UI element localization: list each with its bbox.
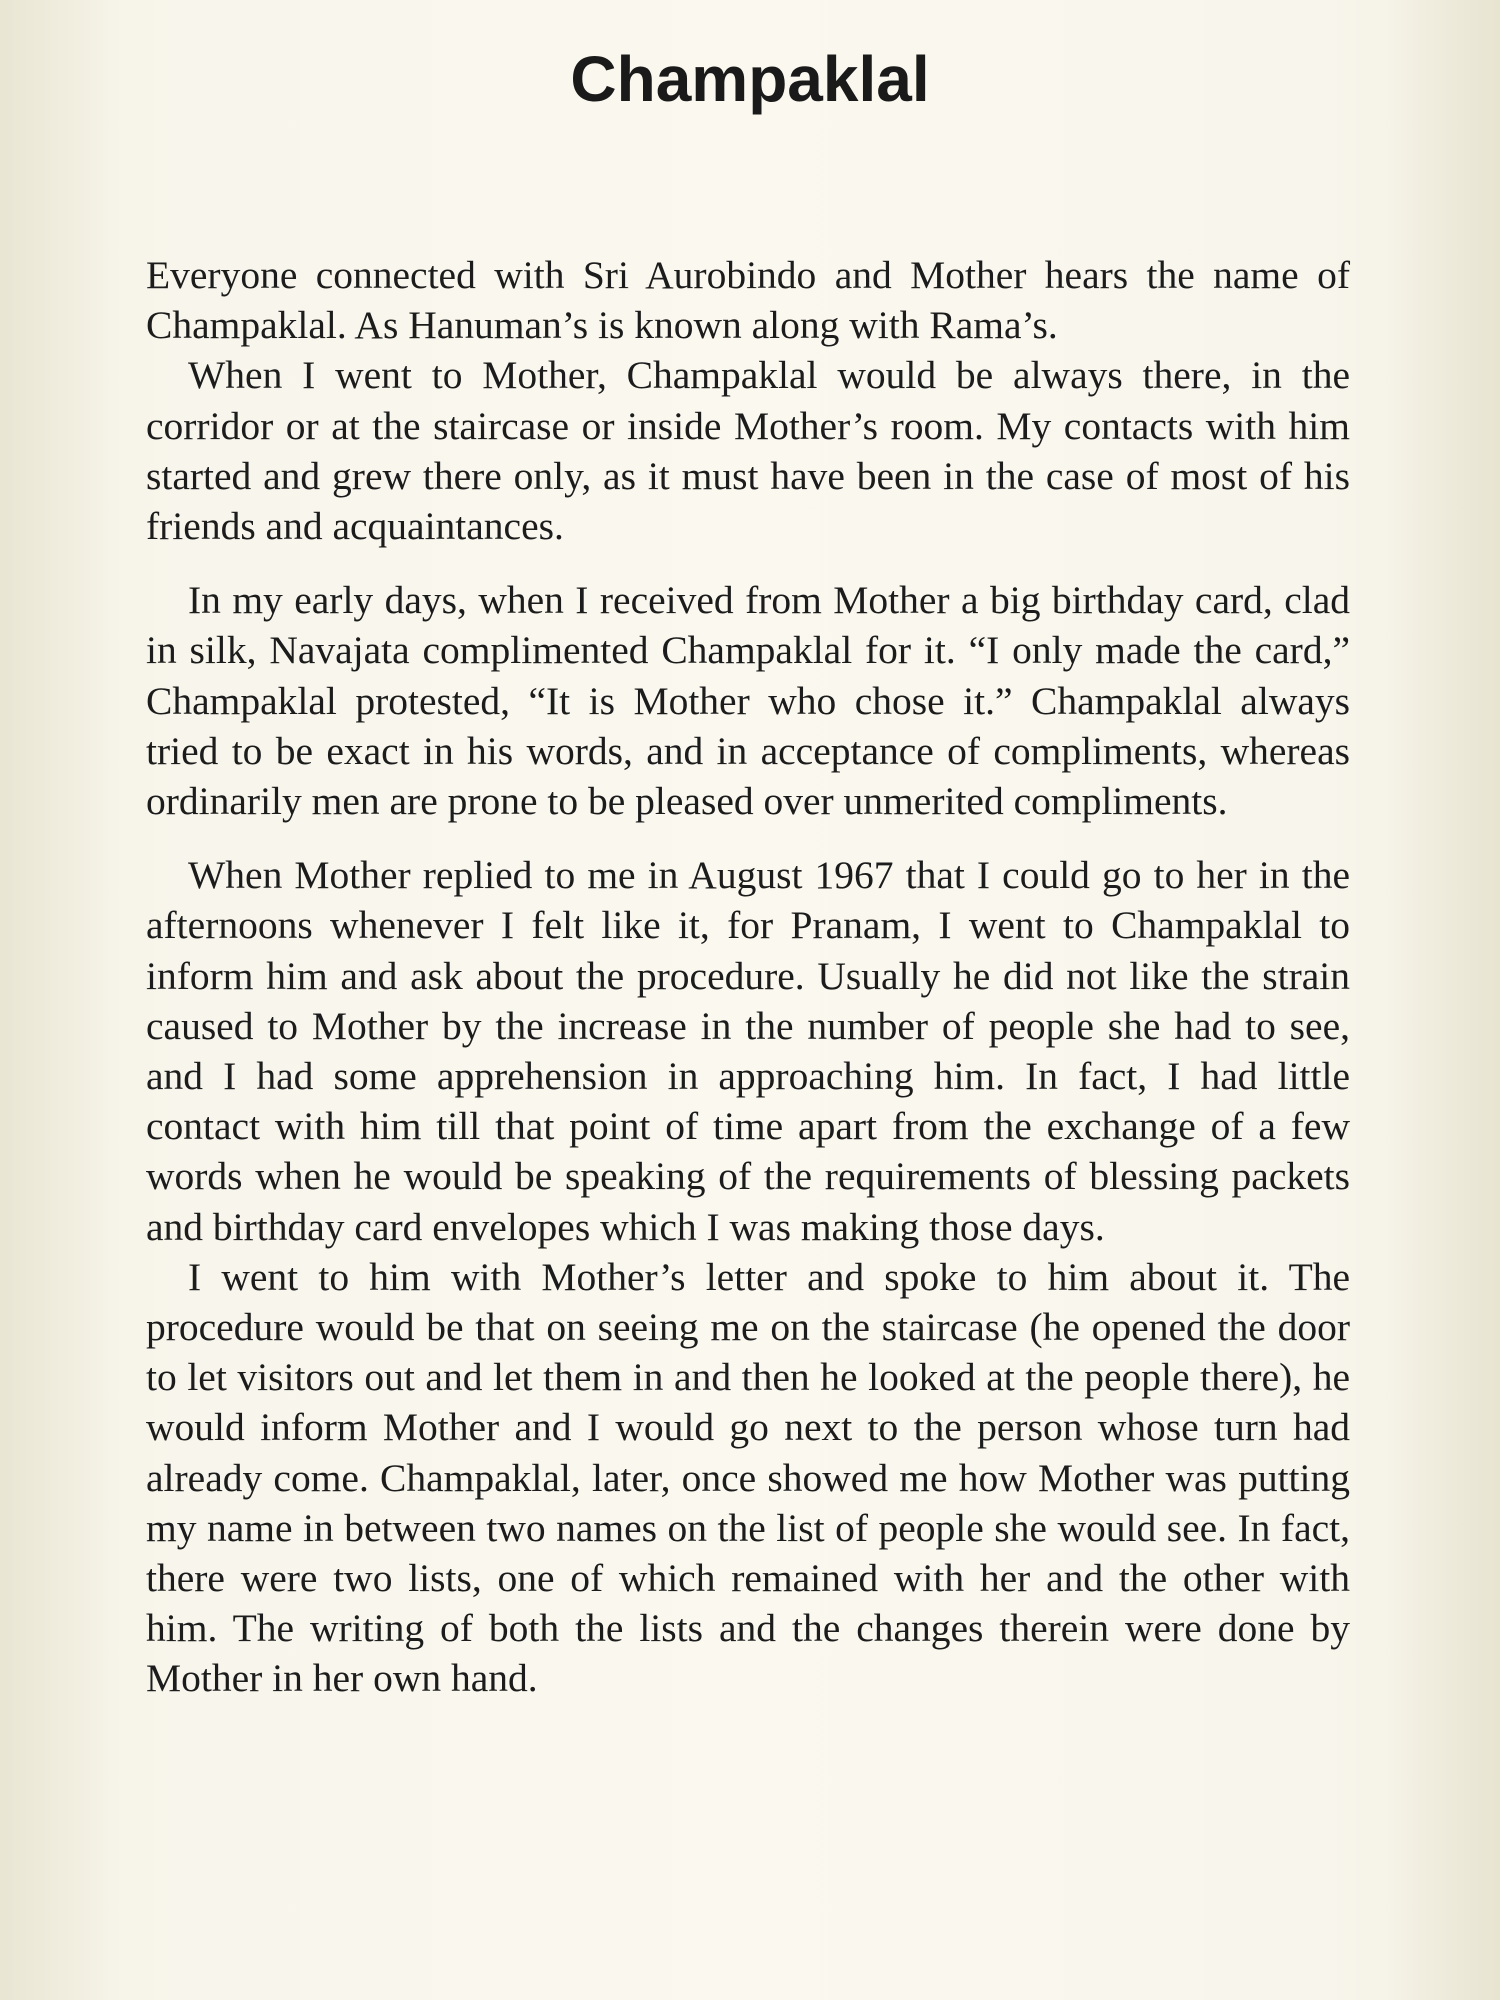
paragraph-5: I went to him with Mother’s letter and spoke to him about it. The procedure would be that on seeing me on the staircase (he opened the door to let visitors out and let them in and then he looked at the people there), he would inform Mother and I would go next to the person whose turn had already come. Champaklal, later, once showed me how Mother was putting my name in between two names on the list of people she would see. In fact, there were two lists, one of which remained with her and the other with him. The writing of both the lists and the changes therein were done by Mother in her own hand. xyxy=(146,1254,1350,1701)
paragraph-3: In my early days, when I received from Mother a big birthday card, clad in silk, Navajata complimented Champaklal for it. “I only made the card,” Champaklal protested, “It is Mother who chose it.” Champaklal always tried to be exact in his words, and in acceptance of compliments, whereas ordinarily men are prone to be pleased over unmerited compliments. xyxy=(146,578,1350,824)
chapter-body xyxy=(146,250,1350,1704)
page-edge-shadow-left xyxy=(0,0,120,2000)
paragraph-2: When I went to Mother, Champaklal would be always there, in the corridor or at the staircase or inside Mother’s room. My contacts with him started and grew there only, as it must have been in the case of most of his friends and acquaintances. xyxy=(146,353,1350,549)
paragraph-1: Everyone connected with Sri Aurobindo and Mother hears the name of Champaklal. As Hanuman’s is known along with Rama’s. xyxy=(146,253,1350,348)
page-edge-shadow-right xyxy=(1390,0,1500,2000)
paragraph-4: When Mother replied to me in August 1967 that I could go to her in the afternoons whenever I felt like it, for Pranam, I went to Champaklal to inform him and ask about the procedure. Usually he did not like the strain caused to Mother by the increase in the number of people she had to see, and I had some apprehension in approaching him. In fact, I had little contact with him till that point of time apart from the exchange of a few words when he would be speaking of the requirements of blessing packets and birthday card envelopes which I was making those days. xyxy=(146,853,1350,1249)
chapter-title: Champaklal xyxy=(570,43,930,115)
